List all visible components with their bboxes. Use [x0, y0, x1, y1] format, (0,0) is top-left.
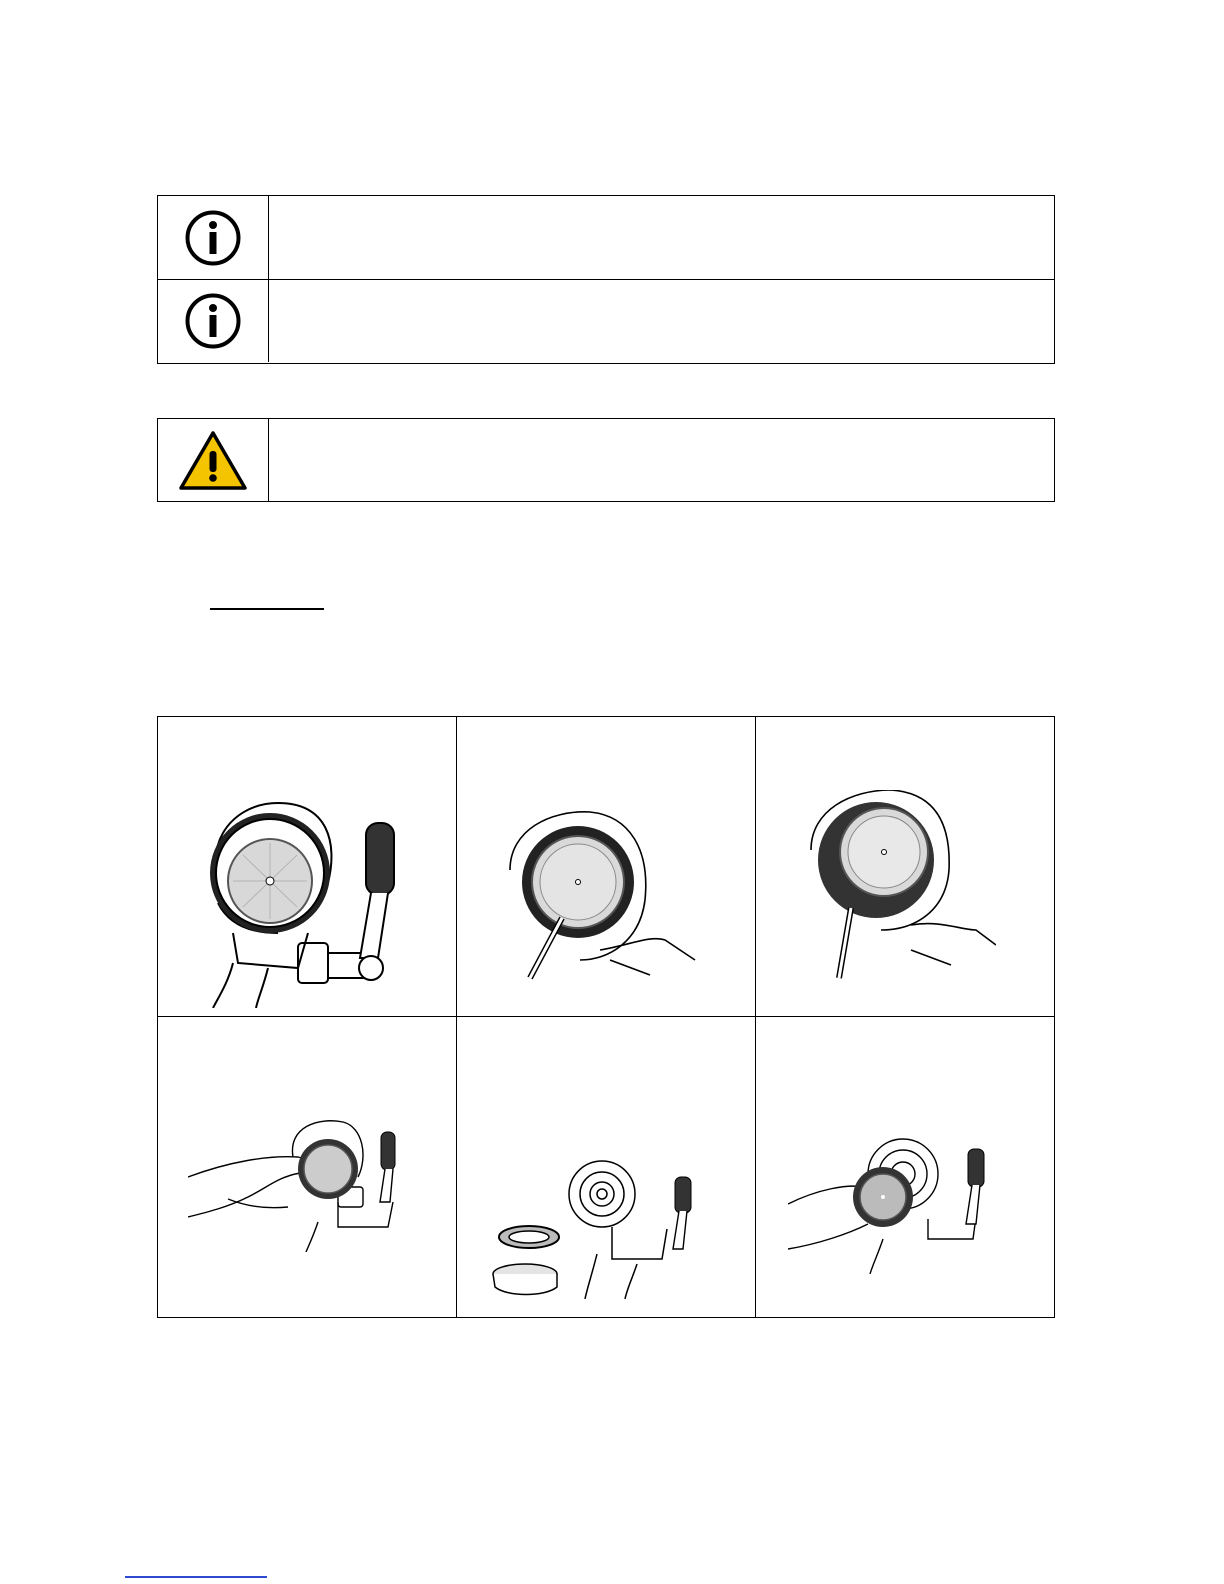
step-cell-3 [756, 717, 1054, 1017]
warning-notice-table [157, 418, 1055, 502]
step-cell-4 [158, 1017, 457, 1317]
hand-inserting-shower-screen-illustration [788, 1129, 998, 1274]
info-notice-row [158, 279, 1054, 362]
step-cell-1 [158, 717, 457, 1017]
hand-cleaning-group-head-illustration [188, 1117, 418, 1252]
info-notice-text [269, 196, 1054, 279]
info-notice-row [158, 196, 1054, 279]
footer-link-underline[interactable] [125, 1576, 267, 1578]
info-notice-table [157, 195, 1055, 364]
warning-notice-row [158, 419, 1054, 502]
gasket-and-shower-screen-removed-illustration [487, 1159, 702, 1299]
section-heading [210, 590, 324, 610]
steps-illustration-grid [157, 716, 1055, 1318]
info-icon [158, 280, 269, 362]
step-cell-6 [756, 1017, 1054, 1317]
info-notice-text [269, 280, 1054, 362]
portafilter-group-head-illustration [188, 793, 428, 1008]
step-cell-2 [457, 717, 756, 1017]
warning-notice-text [269, 419, 1054, 502]
step-cell-5 [457, 1017, 756, 1317]
screwdriver-prying-gasket-illustration [490, 810, 700, 980]
screwdriver-removing-shower-screen-illustration [801, 790, 996, 980]
warning-icon [158, 419, 269, 502]
info-icon [158, 196, 269, 279]
